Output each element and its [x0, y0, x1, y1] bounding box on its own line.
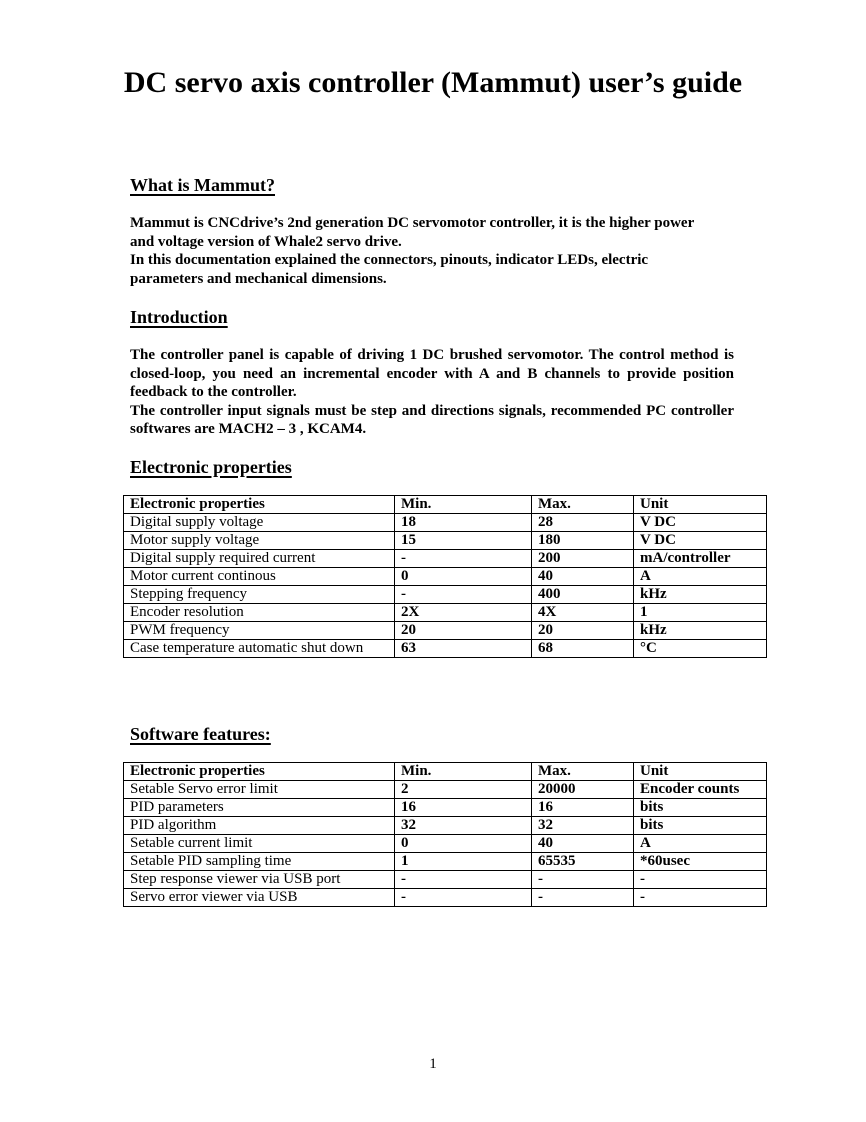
table-cell: 180 [532, 532, 634, 550]
page-number: 1 [429, 1056, 437, 1072]
table-row [124, 640, 767, 658]
table-header-row [124, 763, 767, 781]
table-row [124, 586, 767, 604]
section-heading-electronic-properties: Electronic properties [130, 457, 292, 477]
software-features-table [123, 762, 767, 907]
table-header-cell: Electronic properties [124, 763, 395, 781]
table-cell: - [395, 889, 532, 907]
table-cell: °C [634, 640, 767, 658]
table-cell: 68 [532, 640, 634, 658]
table-row [124, 532, 767, 550]
table-cell: 18 [395, 514, 532, 532]
table-cell: 0 [395, 568, 532, 586]
table-cell: 2 [395, 781, 532, 799]
table-cell: 63 [395, 640, 532, 658]
document-title: DC servo axis controller (Mammut) user’s guide [123, 66, 743, 99]
table-cell: 40 [532, 835, 634, 853]
table-cell: 0 [395, 835, 532, 853]
table-cell: 1 [395, 853, 532, 871]
paragraph-line: and voltage version of Whale2 servo drive. [130, 233, 402, 250]
table-row [124, 622, 767, 640]
table-cell: A [634, 568, 767, 586]
table-cell: 20 [532, 622, 634, 640]
table-cell: PID parameters [124, 799, 395, 817]
intro-paragraph-2: The controller input signals must be step and directions signals, recommended PC controller softwares are MACH2 – 3 , KCAM4. [130, 402, 734, 437]
table-row [124, 550, 767, 568]
table-row [124, 568, 767, 586]
table-cell: - [395, 550, 532, 568]
table-header-cell: Min. [395, 496, 532, 514]
table-cell: - [532, 889, 634, 907]
table-cell: PWM frequency [124, 622, 395, 640]
table-cell: PID algorithm [124, 817, 395, 835]
table-header-cell: Unit [634, 496, 767, 514]
table-cell: Digital supply required current [124, 550, 395, 568]
section-heading-introduction: Introduction [130, 307, 228, 327]
table-row [124, 817, 767, 835]
paragraph-line: parameters and mechanical dimensions. [130, 270, 387, 287]
table-cell: mA/controller [634, 550, 767, 568]
table-header-cell: Max. [532, 763, 634, 781]
table-cell: 16 [532, 799, 634, 817]
table-cell: - [634, 889, 767, 907]
table-cell: 32 [395, 817, 532, 835]
table-row [124, 781, 767, 799]
table-cell: V DC [634, 514, 767, 532]
section-heading-what-is-mammut: What is Mammut? [130, 175, 275, 195]
table-cell: 200 [532, 550, 634, 568]
table-cell: 20000 [532, 781, 634, 799]
section-heading-software-features: Software features: [130, 724, 271, 744]
table-cell: bits [634, 817, 767, 835]
table-row [124, 514, 767, 532]
table-cell: Step response viewer via USB port [124, 871, 395, 889]
electronic-properties-table [123, 495, 767, 658]
table-cell: Servo error viewer via USB [124, 889, 395, 907]
table-cell: 15 [395, 532, 532, 550]
table-cell: bits [634, 799, 767, 817]
table-cell: 2X [395, 604, 532, 622]
table-cell: Case temperature automatic shut down [124, 640, 395, 658]
table-row [124, 871, 767, 889]
table-cell: 20 [395, 622, 532, 640]
table-cell: Motor supply voltage [124, 532, 395, 550]
table-cell: *60usec [634, 853, 767, 871]
table-cell: 32 [532, 817, 634, 835]
table-cell: Encoder counts [634, 781, 767, 799]
table-cell: Digital supply voltage [124, 514, 395, 532]
table-cell: - [395, 871, 532, 889]
table-cell: - [395, 586, 532, 604]
electronic-properties-table-body [124, 496, 767, 658]
table-cell: 16 [395, 799, 532, 817]
table-cell: Setable current limit [124, 835, 395, 853]
table-cell: 65535 [532, 853, 634, 871]
table-cell: Stepping frequency [124, 586, 395, 604]
paragraph-line: In this documentation explained the connectors, pinouts, indicator LEDs, electric [130, 252, 649, 268]
table-cell: 4X [532, 604, 634, 622]
table-cell: Motor current continous [124, 568, 395, 586]
what-is-mammut-paragraph [130, 214, 740, 288]
table-cell: - [532, 871, 634, 889]
table-row [124, 889, 767, 907]
table-header-cell: Electronic properties [124, 496, 395, 514]
table-cell: V DC [634, 532, 767, 550]
table-row [124, 604, 767, 622]
intro-paragraph-1: The controller panel is capable of driving 1 DC brushed servomotor. The control method is closed-loop, you need an incremental encoder with A and B channels to provide position feedback to the controller. [130, 347, 734, 400]
software-features-table-body [124, 763, 767, 907]
table-cell: 400 [532, 586, 634, 604]
table-row [124, 835, 767, 853]
table-cell: 1 [634, 604, 767, 622]
table-cell: Setable Servo error limit [124, 781, 395, 799]
table-cell: Setable PID sampling time [124, 853, 395, 871]
table-cell: A [634, 835, 767, 853]
table-cell: kHz [634, 622, 767, 640]
table-row [124, 853, 767, 871]
introduction-paragraph [130, 346, 734, 439]
table-cell: Encoder resolution [124, 604, 395, 622]
table-cell: kHz [634, 586, 767, 604]
table-header-row [124, 496, 767, 514]
table-row [124, 799, 767, 817]
table-header-cell: Unit [634, 763, 767, 781]
table-cell: - [634, 871, 767, 889]
table-header-cell: Max. [532, 496, 634, 514]
table-cell: 40 [532, 568, 634, 586]
table-cell: 28 [532, 514, 634, 532]
paragraph-line: Mammut is CNCdrive’s 2nd generation DC servomotor controller, it is the higher power [130, 215, 695, 231]
table-header-cell: Min. [395, 763, 532, 781]
